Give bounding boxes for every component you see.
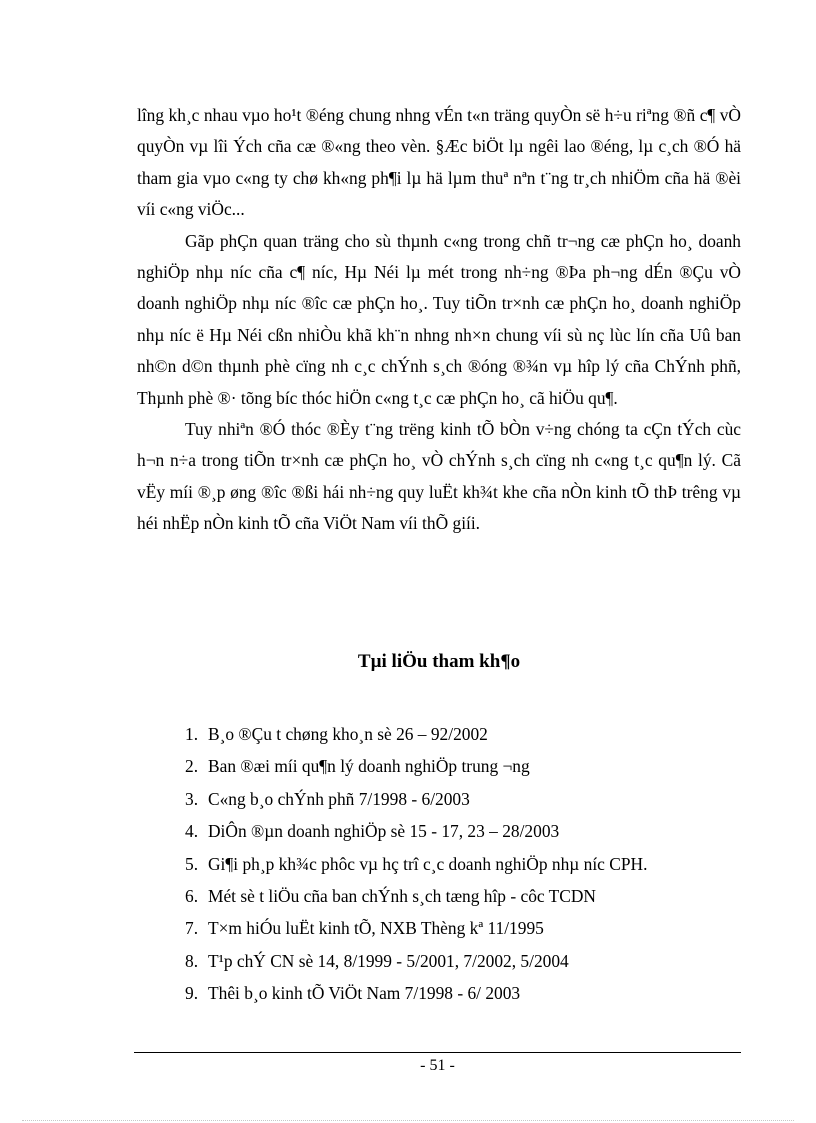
reference-number: 7.: [185, 918, 199, 939]
body-paragraph: Tuy nhiªn ®Ó thóc ®Èy t¨ng trëng kinh tÕ bÒn v÷ng chóng ta cÇn tÝch cùc h¬n n÷a trong tiÕn tr×nh cæ phÇn ho¸ vÒ chÝnh s¸ch cïng nh c«ng t¸c qu¶n lý. Cã vËy míi ®¸p øng ®îc ®ßi hái nh÷ng quy luËt kh¾t khe cña nÒn kinh tÕ thÞ trêng vµ héi nhËp nÒn kinh tÕ cña ViÖt Nam víi thÕ giíi.: [137, 419, 741, 534]
references-heading: Tµi liÖu tham kh¶o: [357, 651, 521, 672]
body-paragraph: Gãp phÇn quan träng cho sù thµnh c«ng trong chñ tr¬ng cæ phÇn ho¸ doanh nghiÖp nhµ níc cña c¶ níc, Hµ Néi lµ mét trong nh÷ng ®Þa ph¬ng dÉn ®Çu vÒ doanh nghiÖp nhµ níc ®îc cæ phÇn ho¸. Tuy tiÕn tr×nh cæ phÇn ho¸ doanh nghiÖp nhµ níc ë Hµ Néi cßn nhiÒu khã kh¨n nhng nh×n chung víi sù nç lùc lín cña Uû ban nh©n d©n thµnh phè cïng nh c¸c chÝnh s¸ch ®óng ®¾n vµ hîp lý cña ChÝnh phñ, Thµnh phè ®· tõng bíc thóc hiÖn c«ng t¸c cæ phÇn ho¸ cã hiÖu qu¶.: [137, 230, 741, 408]
body-paragraph: lîng kh¸c nhau vµo ho¹t ®éng chung nhng vÉn t«n träng quyÒn së h÷u riªng ®ñ c¶ vÒ quyÒn vµ lîi Ých cña cæ ®«ng theo vèn. §Æc biÖt lµ ngêi lao ®éng, lµ c¸ch ®Ó hä tham gia vµo c«ng ty chø kh«ng ph¶i lµ hä lµm thuª nªn t¨ng tr¸ch nhiÖm cña hä ®èi víi c«ng viÖc...: [137, 105, 741, 220]
footer-divider: [134, 1052, 741, 1053]
reference-item: [185, 912, 745, 944]
reference-number: 3.: [185, 788, 199, 809]
reference-text: Gi¶i ph¸p kh¾c phôc vµ hç trî c¸c doanh nghiÖp nhµ níc CPH.: [208, 853, 648, 874]
reference-text: C«ng b¸o chÝnh phñ 7/1998 - 6/2003: [208, 788, 470, 809]
reference-item: [185, 750, 745, 782]
body-text: [137, 100, 741, 540]
reference-number: 6.: [185, 886, 199, 907]
page-number: - 51 -: [420, 1057, 455, 1074]
reference-text: T×m hiÓu luËt kinh tÕ, NXB Thèng kª 11/1995: [208, 918, 544, 939]
reference-number: 5.: [185, 853, 199, 874]
reference-item: [185, 815, 745, 847]
reference-number: 9.: [185, 983, 199, 1004]
reference-text: Ban ®æi míi qu¶n lý doanh nghiÖp trung ¬ng: [208, 756, 530, 777]
reference-item: [185, 880, 745, 912]
reference-item: [185, 945, 745, 977]
reference-text: T¹p chÝ CN sè 14, 8/1999 - 5/2001, 7/2002, 5/2004: [208, 950, 569, 971]
reference-number: 2.: [185, 756, 199, 777]
reference-number: 8.: [185, 950, 199, 971]
reference-text: DiÔn ®µn doanh nghiÖp sè 15 - 17, 23 – 28/2003: [208, 821, 560, 842]
reference-number: 4.: [185, 821, 199, 842]
reference-number: 1.: [185, 724, 199, 744]
reference-item: [185, 783, 745, 815]
reference-text: Thêi b¸o kinh tÕ ViÖt Nam 7/1998 - 6/ 2003: [208, 983, 521, 1004]
page-bottom-edge: [22, 1120, 794, 1121]
reference-text: B¸o ®Çu t chøng kho¸n sè 26 – 92/2002: [208, 724, 488, 744]
reference-text: Mét sè t liÖu cña ban chÝnh s¸ch tæng hîp - côc TCDN: [208, 886, 596, 907]
reference-item: [185, 977, 745, 1009]
references-list: [185, 718, 745, 1010]
reference-item: [185, 848, 745, 880]
reference-item: [185, 718, 745, 750]
